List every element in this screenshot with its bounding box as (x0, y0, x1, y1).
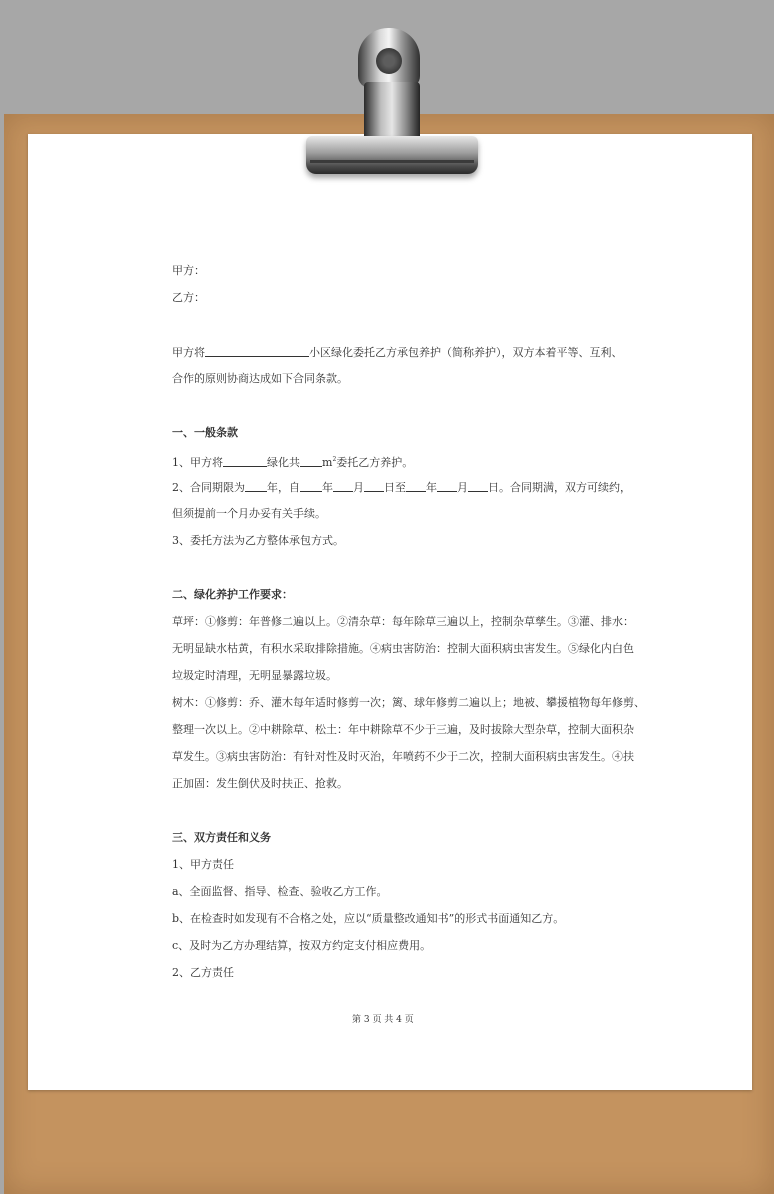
item2-part-7: 月 (457, 481, 468, 494)
clip-edge (310, 160, 474, 163)
lawn-line-2: 无明显缺水枯黄，有积水采取排除措施。④病虫害防治：控制大面积病虫害发生。⑤绿化内白色 (172, 642, 634, 655)
item1-unit: m (322, 456, 333, 469)
party-a-duties-title: 1、甲方责任 (172, 858, 234, 871)
blank-start-day (364, 480, 384, 492)
item2-part-1: 2、合同期限为 (172, 481, 245, 494)
item2-part-5: 日至 (384, 481, 406, 494)
item1-prefix: 1、甲方将 (172, 456, 223, 469)
item1-suffix: 委托乙方养护。 (336, 456, 414, 469)
blank-area-size (300, 455, 322, 467)
section-1-item-2-cont: 但须提前一个月办妥有关手续。 (172, 507, 326, 520)
party-a-label: 甲方： (172, 264, 205, 277)
blank-end-month (437, 480, 457, 492)
trees-line-1: 树木：①修剪：乔、灌木每年适时修剪一次；篱、球年修剪二遍以上；地被、攀援植物每年修剪、 (172, 696, 645, 709)
section-2-heading: 二、绿化养护工作要求： (172, 588, 293, 601)
blank-community-name (205, 345, 309, 357)
section-1-item-2 (172, 480, 631, 495)
intro-suffix: 小区绿化委托乙方承包养护（简称养护），双方本着平等、互利、 (309, 346, 623, 359)
blank-start-month (333, 480, 353, 492)
blank-area-name (223, 455, 267, 467)
trees-line-3: 草发生。③病虫害防治：有针对性及时灭治，年喷药不少于二次，控制大面积病虫害发生。④扶 (172, 750, 634, 763)
section-3-heading: 三、双方责任和义务 (172, 831, 271, 844)
party-b-label: 乙方： (172, 291, 205, 304)
party-a-duty-b: b、在检查时如发现有不合格之处，应以“质量整改通知书”的形式书面通知乙方。 (172, 912, 565, 925)
binder-clip (306, 136, 478, 174)
blank-end-year (406, 480, 426, 492)
item2-part-6: 年 (426, 481, 437, 494)
trees-line-4: 正加固：发生倒伏及时扶正、抢救。 (172, 777, 348, 790)
item2-part-4: 月 (353, 481, 364, 494)
intro-line-1 (172, 345, 623, 360)
section-1-item-1 (172, 453, 413, 470)
clip-hole (376, 48, 402, 74)
party-a-duty-c: c、及时为乙方办理结算，按双方约定支付相应费用。 (172, 939, 432, 952)
lawn-line-3: 垃圾定时清理，无明显暴露垃圾。 (172, 669, 337, 682)
item2-part-8: 日。合同期满，双方可续约， (488, 481, 631, 494)
trees-line-2: 整理一次以上。②中耕除草、松土：年中耕除草不少于三遍，及时拔除大型杂草，控制大面积杂 (172, 723, 634, 736)
item2-part-3: 年 (322, 481, 333, 494)
intro-line-2: 合作的原则协商达成如下合同条款。 (172, 372, 348, 385)
section-1-item-3: 3、委托方法为乙方整体承包方式。 (172, 534, 344, 547)
blank-start-year (300, 480, 322, 492)
blank-end-day (468, 480, 488, 492)
item1-unit-sup: 2 (332, 456, 337, 463)
lawn-line-1: 草坪：①修剪：年普修二遍以上。②清杂草：每年除草三遍以上，控制杂草孳生。③灌、排水： (172, 615, 634, 628)
item2-part-2: 年，自 (267, 481, 300, 494)
section-1-heading: 一、一般条款 (172, 426, 238, 439)
blank-years (245, 480, 267, 492)
party-a-duty-a: a、全面监督、指导、检查、验收乙方工作。 (172, 885, 388, 898)
party-b-duties-title: 2、乙方责任 (172, 966, 234, 979)
clip-arm (364, 82, 420, 142)
page-number: 第 3 页 共 4 页 (352, 1015, 414, 1025)
item1-middle: 绿化共 (267, 456, 300, 469)
intro-prefix: 甲方将 (172, 346, 205, 359)
